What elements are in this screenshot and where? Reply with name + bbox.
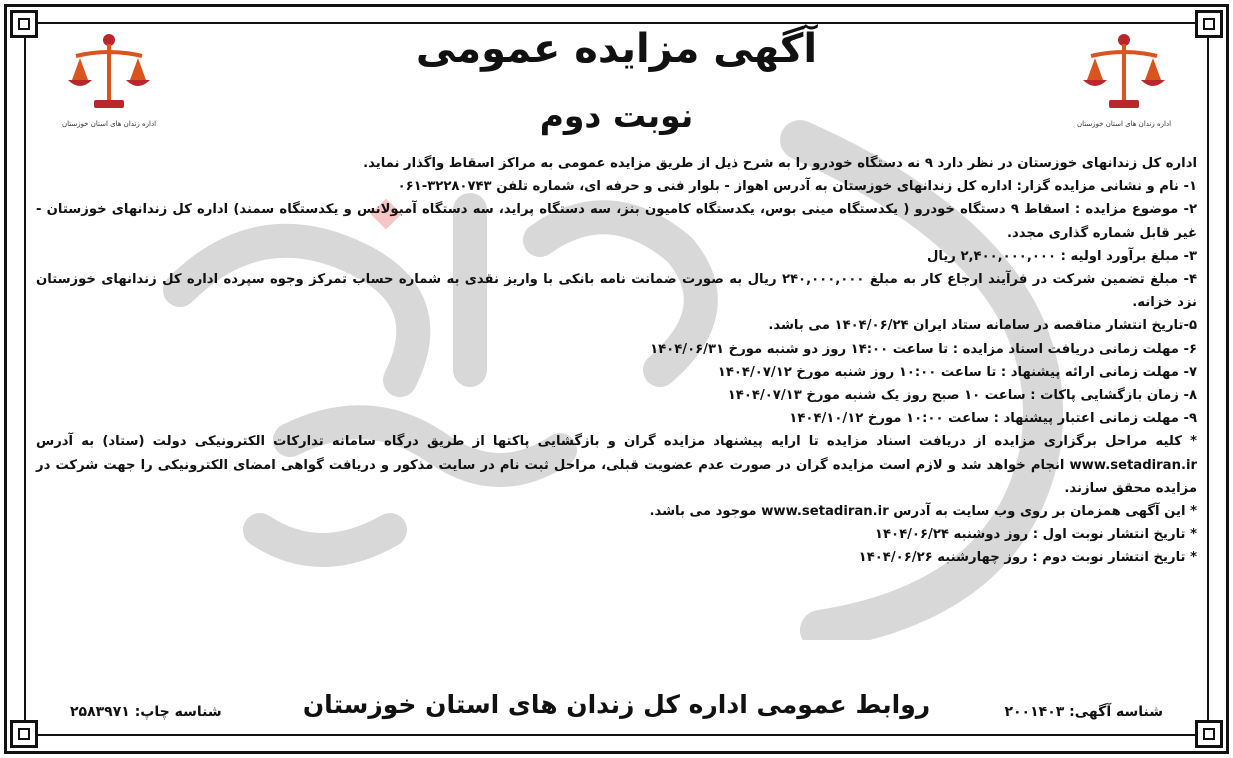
- footer-publisher: روابط عمومی اداره کل زندان های استان خوزستان: [302, 690, 931, 719]
- print-id: شناسه چاپ: ۲۵۸۳۹۷۱: [70, 704, 222, 720]
- corner-ornament: [1195, 720, 1223, 748]
- page-title: آگهی مزایده عمومی: [415, 26, 818, 72]
- paragraph: ۷- مهلت زمانی ارائه پیشنهاد : تا ساعت ۱۰:۰۰ روز شنبه مورخ ۱۴۰۴/۰۷/۱۲: [717, 364, 1197, 380]
- corner-ornament: [10, 720, 38, 748]
- ad-body: [36, 152, 1197, 570]
- paragraph: ۱- نام و نشانی مزایده گزار: اداره کل زندانهای خوزستان به آدرس اهواز - بلوار فنی و حرفه ای، شماره تلفن ۳۲۲۸۰۷۴۳-۰۶۱: [397, 179, 1197, 195]
- paragraph: * این آگهی همزمان بر روی وب سایت به آدرس www.setadiran.ir موجود می باشد.: [649, 504, 1197, 520]
- ad-id: شناسه آگهی: ۲۰۰۱۴۰۳: [1004, 704, 1163, 720]
- paragraph: * تاریخ انتشار نوبت اول : روز دوشنبه ۱۴۰۴/۰۶/۲۴: [874, 527, 1197, 543]
- footer: [60, 690, 1173, 734]
- paragraph: اداره کل زندانهای خوزستان در نظر دارد ۹ نه دستگاه خودرو را به شرح ذیل از طریق مزایده عمومی به مراکز اسقاط واگذار نماید.: [363, 156, 1197, 171]
- paragraph: ۴- مبلغ تضمین شرکت در فرآیند ارجاع کار به مبلغ ۲۴۰,۰۰۰,۰۰۰ ریال به صورت ضمانت نامه بانکی با واریز نقدی به شماره حساب تمرکز وجوه سپرده اداره کل زندانهای خوزستان نزد خزانه.: [36, 272, 1197, 311]
- paragraph: * کلیه مراحل برگزاری مزایده از دریافت اسناد مزایده تا ارایه پیشنهاد مزایده گران و بازگشایی پاکتها از طریق درگاه سامانه تدارکات الکترونیکی دولت (ستاد) به آدرس www.setadiran.ir انجام خواهد شد و لازم است مزایده گران در صورت عدم عضویت قبلی، مراحل ثبت نام در سایت مذکور و دریافت گواهی امضای الکترونیکی را جهت شرکت در مزایده محقق سازند.: [36, 434, 1197, 496]
- paragraph: ۳- مبلغ برآورد اولیه : ۲,۴۰۰,۰۰۰,۰۰۰ ریال: [926, 248, 1197, 264]
- paragraph: ۶- مهلت زمانی دریافت اسناد مزایده : تا ساعت ۱۴:۰۰ روز دو شنبه مورخ ۱۴۰۴/۰۶/۳۱: [650, 341, 1197, 357]
- paragraph: ۵-تاریخ انتشار مناقصه در سامانه ستاد ایران ۱۴۰۴/۰۶/۲۴ می باشد.: [768, 318, 1197, 334]
- page-subtitle: نوبت دوم: [539, 96, 694, 135]
- paragraph: ۹- مهلت زمانی اعتبار پیشنهاد : ساعت ۱۰:۰۰ مورخ ۱۴۰۴/۱۰/۱۲: [789, 411, 1197, 427]
- paragraph: ۸- زمان بازگشایی پاکات : ساعت ۱۰ صبح روز یک شنبه مورخ ۱۴۰۴/۰۷/۱۳: [727, 388, 1197, 404]
- paragraph: ۲- موضوع مزایده : اسقاط ۹ دستگاه خودرو ( یکدستگاه مینی بوس، یکدستگاه کامیون بنز، سه دستگاه پراید، سه دستگاه آمبولانس و یکدستگاه سمند) اداره کل زندانهای خوزستان - غیر قابل شماره گذاری مجدد.: [36, 202, 1198, 241]
- logo-caption: اداره زندان های استان خوزستان: [1076, 120, 1172, 128]
- paragraph: * تاریخ انتشار نوبت دوم : روز چهارشنبه ۱۴۰۴/۰۶/۲۶: [858, 550, 1197, 566]
- logo-caption: اداره زندان های استان خوزستان: [61, 120, 157, 128]
